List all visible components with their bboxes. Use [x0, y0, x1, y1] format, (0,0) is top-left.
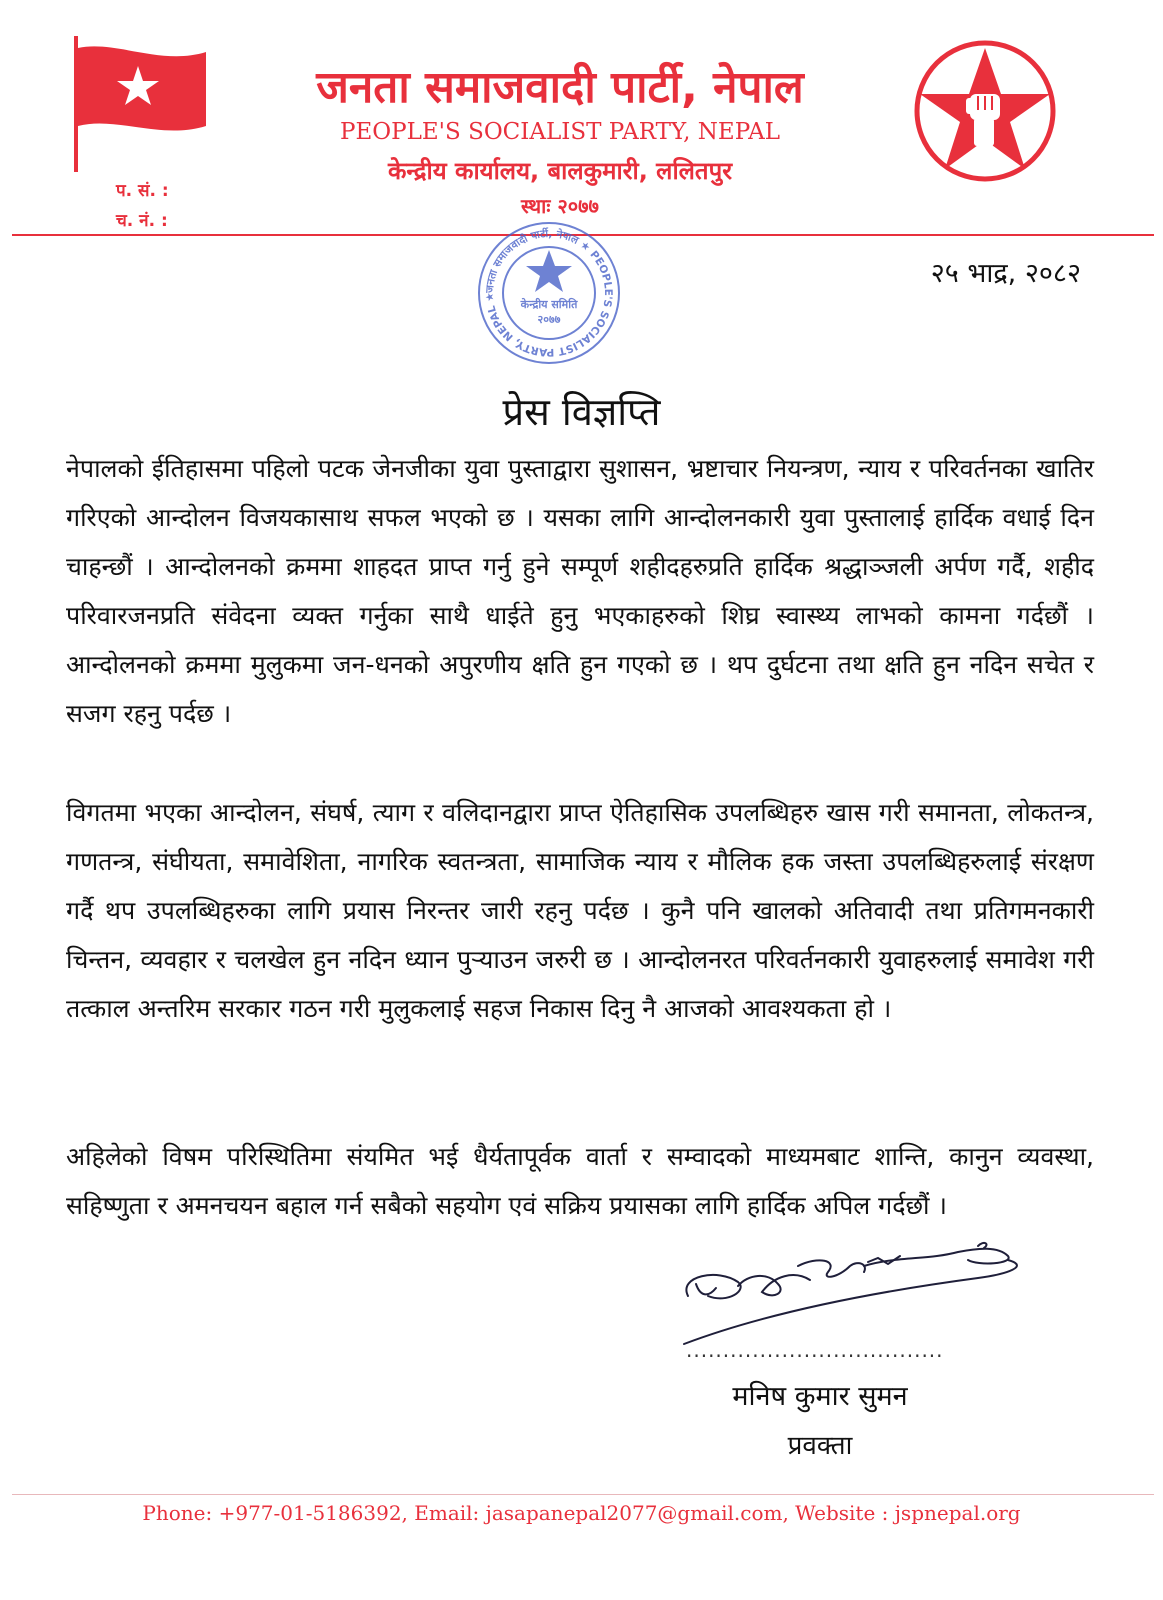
- body-paragraph-1: नेपालको ईतिहासमा पहिलो पटक जेनजीका युवा पुस्ताद्वारा सुशासन, भ्रष्टाचार नियन्त्रण, न्याय र परिवर्तनका खातिर गरिएको आन्दोलन विजयकासाथ सफल भएको छ । यसका लागि आन्दोलनकारी युवा पुस्तालाई हार्दिक वधाई दिन चाहन्छौं । आन्दोलनको क्रममा शाहदत प्राप्त गर्नु हुने सम्पूर्ण शहीदहरुप्रति हार्दिक श्रद्धाञ्जली अर्पण गर्दै, शहीद परिवारजनप्रति संवेदना व्यक्त गर्नुका साथै धाईते हुनु भएकाहरुको शिघ्र स्वास्थ्य लाभको कामना गर्दछौं । आन्दोलनको क्रममा मुलुकमा जन-धनको अपुरणीय क्षति हुन गएको छ । थप दुर्घटना तथा क्षति हुन नदिन सचेत र सजग रहनु पर्दछ ।: [66, 454, 1094, 728]
- footer-contact: Phone: +977-01-5186392, Email: jasapanepal2077@gmail.com, Website : jspnepal.org: [142, 1501, 1021, 1525]
- seal-ring-text: जनता समाजवादी पार्टी, नेपाल ★ PEOPLE'S SOCIALIST PARTY, NEPAL ★: [483, 227, 615, 359]
- signature-line: ...................................: [686, 1338, 944, 1362]
- office-address: केन्द्रीय कार्यालय, बालकुमारी, ललितपुर: [387, 157, 733, 185]
- seal-star-icon: [526, 250, 572, 292]
- footer-divider: [12, 1494, 1154, 1495]
- party-emblem-icon: [912, 38, 1058, 184]
- party-name-nepali: जनता समाजवादी पार्टी, नेपाल: [316, 62, 804, 113]
- seal-center-line1: केन्द्रीय समिति: [520, 298, 578, 311]
- letter-date: २५ भाद्र, २०८२: [930, 258, 1081, 289]
- seal-center-line2: २०७७: [537, 313, 561, 326]
- party-seal: [476, 220, 622, 366]
- established-year: स्थाः २०७७: [521, 194, 599, 218]
- signatory-name: मनिष कुमार सुमन: [732, 1381, 908, 1412]
- party-flag-icon: [66, 36, 216, 172]
- signatory-role: प्रवक्ता: [787, 1431, 853, 1461]
- dispatch-number-label: च. नं. :: [116, 211, 168, 231]
- page-title: प्रेस विज्ञप्ति: [502, 390, 661, 434]
- party-name-english: PEOPLE'S SOCIALIST PARTY, NEPAL: [340, 119, 780, 145]
- reference-number-label: प. सं. :: [116, 181, 169, 201]
- body-paragraph-3: अहिलेको विषम परिस्थितिमा संयमित भई धैर्यतापूर्वक वार्ता र सम्वादको माध्यमबाट शान्ति, कानुन व्यवस्था, सहिष्णुता र अमनचयन बहाल गर्न सबैको सहयोग एवं सक्रिय प्रयासका लागि हार्दिक अपिल गर्दछौं ।: [66, 1142, 1094, 1220]
- body-paragraph-2: विगतमा भएका आन्दोलन, संघर्ष, त्याग र वलिदानद्वारा प्राप्त ऐतिहासिक उपलब्धिहरु खास गरी समानता, लोकतन्त्र, गणतन्त्र, संघीयता, समावेशिता, नागरिक स्वतन्त्रता, सामाजिक न्याय र मौलिक हक जस्ता उपलब्धिहरुलाई संरक्षण गर्दै थप उपलब्धिहरुका लागि प्रयास निरन्तर जारी रहनु पर्दछ । कुनै पनि खालको अतिवादी तथा प्रतिगमनकारी चिन्तन, व्यवहार र चलखेल हुन नदिन ध्यान पुऱ्याउन जरुरी छ । आन्दोलनरत परिवर्तनकारी युवाहरुलाई समावेश गरी तत्काल अन्तरिम सरकार गठन गरी मुलुकलाई सहज निकास दिनु नै आजको आवश्यकता हो ।: [66, 798, 1094, 1023]
